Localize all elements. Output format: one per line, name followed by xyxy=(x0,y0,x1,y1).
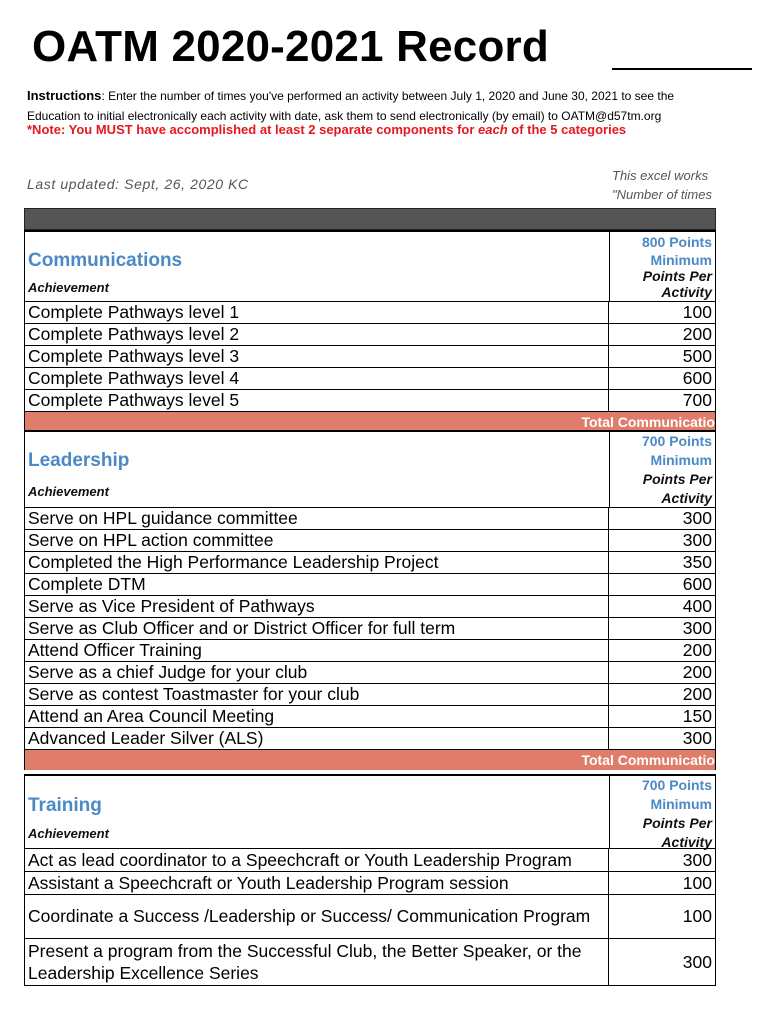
activity-points: 400 xyxy=(682,596,712,616)
table-row[interactable] xyxy=(25,662,715,684)
communications-points-min: 800 Points xyxy=(641,234,712,250)
table-row[interactable] xyxy=(25,390,715,412)
communications-points-header xyxy=(609,233,715,301)
activity-points: 350 xyxy=(682,552,712,572)
leadership-points-header xyxy=(609,432,715,507)
training-title: Training xyxy=(28,795,102,816)
table-row[interactable] xyxy=(25,640,715,662)
communications-rows xyxy=(25,302,715,412)
table-row[interactable] xyxy=(25,368,715,390)
leadership-section xyxy=(24,430,716,770)
training-rows xyxy=(25,849,715,985)
page-title: OATM 2020-2021 Record xyxy=(32,22,549,71)
activity-label: Complete Pathways level 1 xyxy=(25,302,609,323)
leadership-points-min: 700 Points xyxy=(641,433,712,449)
instructions-line-2: Education to initial electronically each activity with date, ask them to send electronically (by email) to OATM@d57tm.org xyxy=(27,109,662,123)
activity-label: Serve as contest Toastmaster for your club xyxy=(25,684,609,705)
activity-label: Complete Pathways level 5 xyxy=(25,390,609,411)
table-row[interactable] xyxy=(25,574,715,596)
table-row[interactable] xyxy=(25,939,715,985)
activity-label: Attend Officer Training xyxy=(25,640,609,661)
training-section xyxy=(24,774,716,986)
requirement-note xyxy=(27,122,717,137)
table-row[interactable] xyxy=(25,508,715,530)
activity-label: Complete Pathways level 2 xyxy=(25,324,609,345)
activity-points: 100 xyxy=(682,872,712,893)
title-row xyxy=(32,22,770,82)
activity-label: Assistant a Speechcraft or Youth Leadership Program session xyxy=(25,872,609,894)
activity-points: 300 xyxy=(682,618,712,638)
leadership-points-minimum: Minimum xyxy=(650,452,712,468)
communications-section xyxy=(24,230,716,432)
communications-points-per: Points Per xyxy=(642,268,712,284)
training-points-activity: Activity xyxy=(661,834,712,850)
table-row[interactable] xyxy=(25,728,715,750)
activity-label: Complete Pathways level 4 xyxy=(25,368,609,389)
communications-points-minimum: Minimum xyxy=(650,252,712,268)
table-row[interactable] xyxy=(25,596,715,618)
activity-points: 300 xyxy=(682,728,712,748)
leadership-rows xyxy=(25,508,715,750)
leadership-achievement-label: Achievement xyxy=(28,484,109,499)
activity-points: 100 xyxy=(682,906,712,926)
communications-points-activity: Activity xyxy=(661,284,712,300)
instructions-label: Instructions xyxy=(27,88,102,103)
instructions xyxy=(27,86,717,126)
communications-achievement-label: Achievement xyxy=(28,280,109,295)
sheet-header-bar xyxy=(24,208,716,230)
activity-points: 600 xyxy=(682,574,712,594)
activity-points: 500 xyxy=(682,346,712,366)
table-row[interactable] xyxy=(25,302,715,324)
activity-label: Serve as Vice President of Pathways xyxy=(25,596,609,617)
training-points-header xyxy=(609,776,715,848)
activity-points: 700 xyxy=(682,390,712,410)
leadership-header-left xyxy=(25,432,610,507)
table-row[interactable] xyxy=(25,895,715,939)
table-row[interactable] xyxy=(25,530,715,552)
training-points-min: 700 Points xyxy=(641,777,712,793)
activity-label: Coordinate a Success /Leadership or Success/ Communication Program xyxy=(25,895,609,938)
table-row[interactable] xyxy=(25,872,715,895)
activity-points: 200 xyxy=(682,324,712,344)
activity-label: Complete DTM xyxy=(25,574,609,595)
table-row[interactable] xyxy=(25,346,715,368)
communications-title: Communications xyxy=(28,250,183,271)
activity-points: 200 xyxy=(682,640,712,660)
table-row[interactable] xyxy=(25,552,715,574)
training-points-per: Points Per xyxy=(642,815,712,831)
activity-label: Serve as a chief Judge for your club xyxy=(25,662,609,683)
table-row[interactable] xyxy=(25,849,715,872)
activity-points: 300 xyxy=(682,530,712,550)
activity-points: 200 xyxy=(682,684,712,704)
training-header xyxy=(25,774,715,849)
activity-points: 100 xyxy=(682,302,712,322)
leadership-header xyxy=(25,430,715,508)
activity-points: 150 xyxy=(682,706,712,726)
note-post: of the 5 categories xyxy=(507,122,627,137)
training-achievement-label: Achievement xyxy=(28,826,109,841)
leadership-points-per: Points Per xyxy=(642,471,712,487)
name-blank-line[interactable] xyxy=(612,68,752,70)
training-points-minimum: Minimum xyxy=(650,796,712,812)
table-row[interactable] xyxy=(25,684,715,706)
activity-label: Present a program from the Successful Club, the Better Speaker, or the Leadership Excellence Series xyxy=(25,939,609,985)
communications-total-bar: Total Communicatio xyxy=(25,412,715,432)
leadership-title: Leadership xyxy=(28,450,130,471)
training-header-left xyxy=(25,776,610,848)
table-row[interactable] xyxy=(25,324,715,346)
last-updated: Last updated: Sept, 26, 2020 KC xyxy=(27,176,249,192)
activity-label: Serve on HPL guidance committee xyxy=(25,508,609,529)
activity-label: Act as lead coordinator to a Speechcraft or Youth Leadership Program xyxy=(25,849,609,871)
instructions-line-1: : Enter the number of times you've performed an activity between July 1, 2020 and June 30, 2021 to see the xyxy=(101,89,675,103)
activity-points: 300 xyxy=(682,951,712,972)
activity-label: Attend an Area Council Meeting xyxy=(25,706,609,727)
communications-header-left xyxy=(25,232,610,301)
activity-label: Serve as Club Officer and or District Officer for full term xyxy=(25,618,609,639)
table-row[interactable] xyxy=(25,618,715,640)
activity-points: 300 xyxy=(682,508,712,528)
note-each: each xyxy=(478,122,508,137)
activity-label: Serve on HPL action committee xyxy=(25,530,609,551)
activity-label: Advanced Leader Silver (ALS) xyxy=(25,728,609,749)
excel-note-line-1: This excel works xyxy=(612,168,709,183)
activity-label: Completed the High Performance Leadership Project xyxy=(25,552,609,573)
leadership-points-activity: Activity xyxy=(661,490,712,506)
note-pre: *Note: You MUST have accomplished at least 2 separate components for xyxy=(27,122,479,137)
excel-note xyxy=(612,166,716,204)
activity-points: 200 xyxy=(682,662,712,682)
communications-header xyxy=(25,230,715,302)
excel-note-line-2: "Number of times xyxy=(612,187,712,202)
table-row[interactable] xyxy=(25,706,715,728)
activity-points: 600 xyxy=(682,368,712,388)
activity-points: 300 xyxy=(682,849,712,870)
activity-label: Complete Pathways level 3 xyxy=(25,346,609,367)
leadership-total-bar: Total Communicatio xyxy=(25,750,715,770)
